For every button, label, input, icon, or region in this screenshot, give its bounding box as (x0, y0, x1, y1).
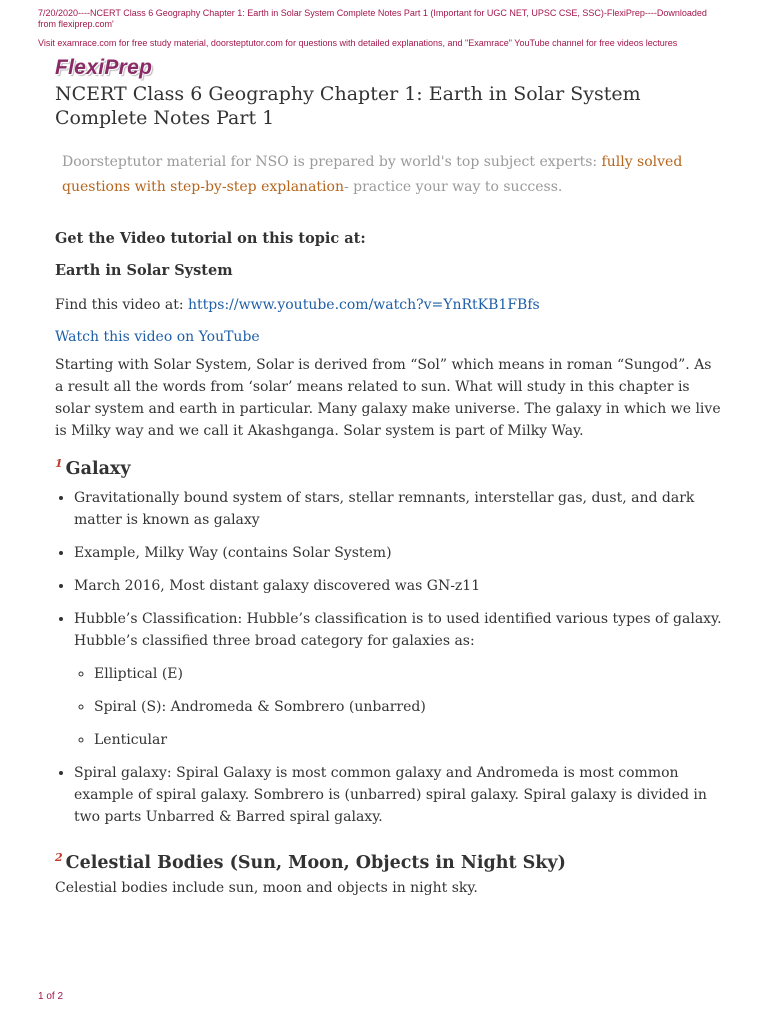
promo-banner (62, 150, 723, 200)
video-heading: Get the Video tutorial on this topic at: (55, 230, 366, 247)
video-find-label: Find this video at: (55, 297, 189, 313)
list-item (74, 608, 723, 751)
flexiprep-logo[interactable]: FlexiPrep (55, 56, 153, 79)
section-galaxy-heading (55, 452, 723, 481)
celestial-paragraph: Celestial bodies include sun, moon and objects in night sky. (55, 879, 478, 896)
print-header (38, 8, 718, 49)
section-number: 1 (55, 457, 63, 470)
print-header-line1: 7/20/2020----NCERT Class 6 Geography Chapter 1: Earth in Solar System Complete Notes Part 1 (Important for UGC NET, UPSC CSE, SSC)-FlexiPrep----Downloaded from flexiprep.com' (38, 8, 707, 29)
sub-list-item: ◦ Lenticular (94, 729, 723, 751)
hubble-classification-list (74, 663, 723, 751)
promo-link[interactable]: fully solved questions with step-by-step explanation (62, 154, 683, 195)
sub-list-item: ◦ Spiral (S): Andromeda & Sombrero (unbarred) (94, 696, 723, 718)
print-header-line2: Visit examrace.com for free study material, doorsteptutor.com for questions with detailed explanations, and "Examrace" YouTube channel for free videos lectures (38, 38, 678, 48)
intro-paragraph: Starting with Solar System, Solar is derived from “Sol” which means in roman “Sungod”. As a result all the words from ‘solar’ means related to sun. What will study in this chapter is solar system and earth in particular. Many galaxy make universe. The galaxy in which we live is Milky way and we call it Akashganga. Solar system is part of Milky Way. (55, 357, 721, 439)
section-heading-text: Galaxy (65, 458, 131, 479)
section-celestial-heading (55, 846, 723, 875)
promo-tail: - practice your way to success. (343, 179, 563, 195)
list-item: • Spiral galaxy: Spiral Galaxy is most common galaxy and Andromeda is most common example of spiral galaxy. Sombrero is (unbarred) spiral galaxy. Spiral galaxy is divided in two parts Unbarred & Barred spiral galaxy. (74, 762, 723, 828)
list-item: • March 2016, Most distant galaxy discovered was GN-z11 (74, 575, 723, 597)
video-find-line (55, 294, 723, 316)
main-content (55, 82, 723, 899)
watch-on-youtube-link[interactable]: Watch this video on YouTube (55, 329, 260, 345)
list-item-text: Hubble’s Classification: Hubble’s classification is to used identified various types of galaxy. Hubble’s classified three broad category for galaxies as: (74, 610, 722, 649)
galaxy-list (55, 487, 723, 828)
promo-text: Doorsteptutor material for NSO is prepared by world's top subject experts: (62, 154, 602, 170)
video-url-link[interactable]: https://www.youtube.com/watch?v=YnRtKB1FBfs (188, 297, 540, 313)
sub-list-item: ◦ Elliptical (E) (94, 663, 723, 685)
page-title: NCERT Class 6 Geography Chapter 1: Earth in Solar System Complete Notes Part 1 (55, 83, 641, 129)
page-number: 1 of 2 (38, 991, 64, 1002)
section-heading-text: Celestial Bodies (Sun, Moon, Objects in Night Sky) (65, 852, 566, 873)
section-number: 2 (55, 850, 63, 864)
video-topic: Earth in Solar System (55, 262, 233, 279)
list-item: • Example, Milky Way (contains Solar System) (74, 542, 723, 564)
list-item: • Gravitationally bound system of stars, stellar remnants, interstellar gas, dust, and dark matter is known as galaxy (74, 487, 723, 531)
